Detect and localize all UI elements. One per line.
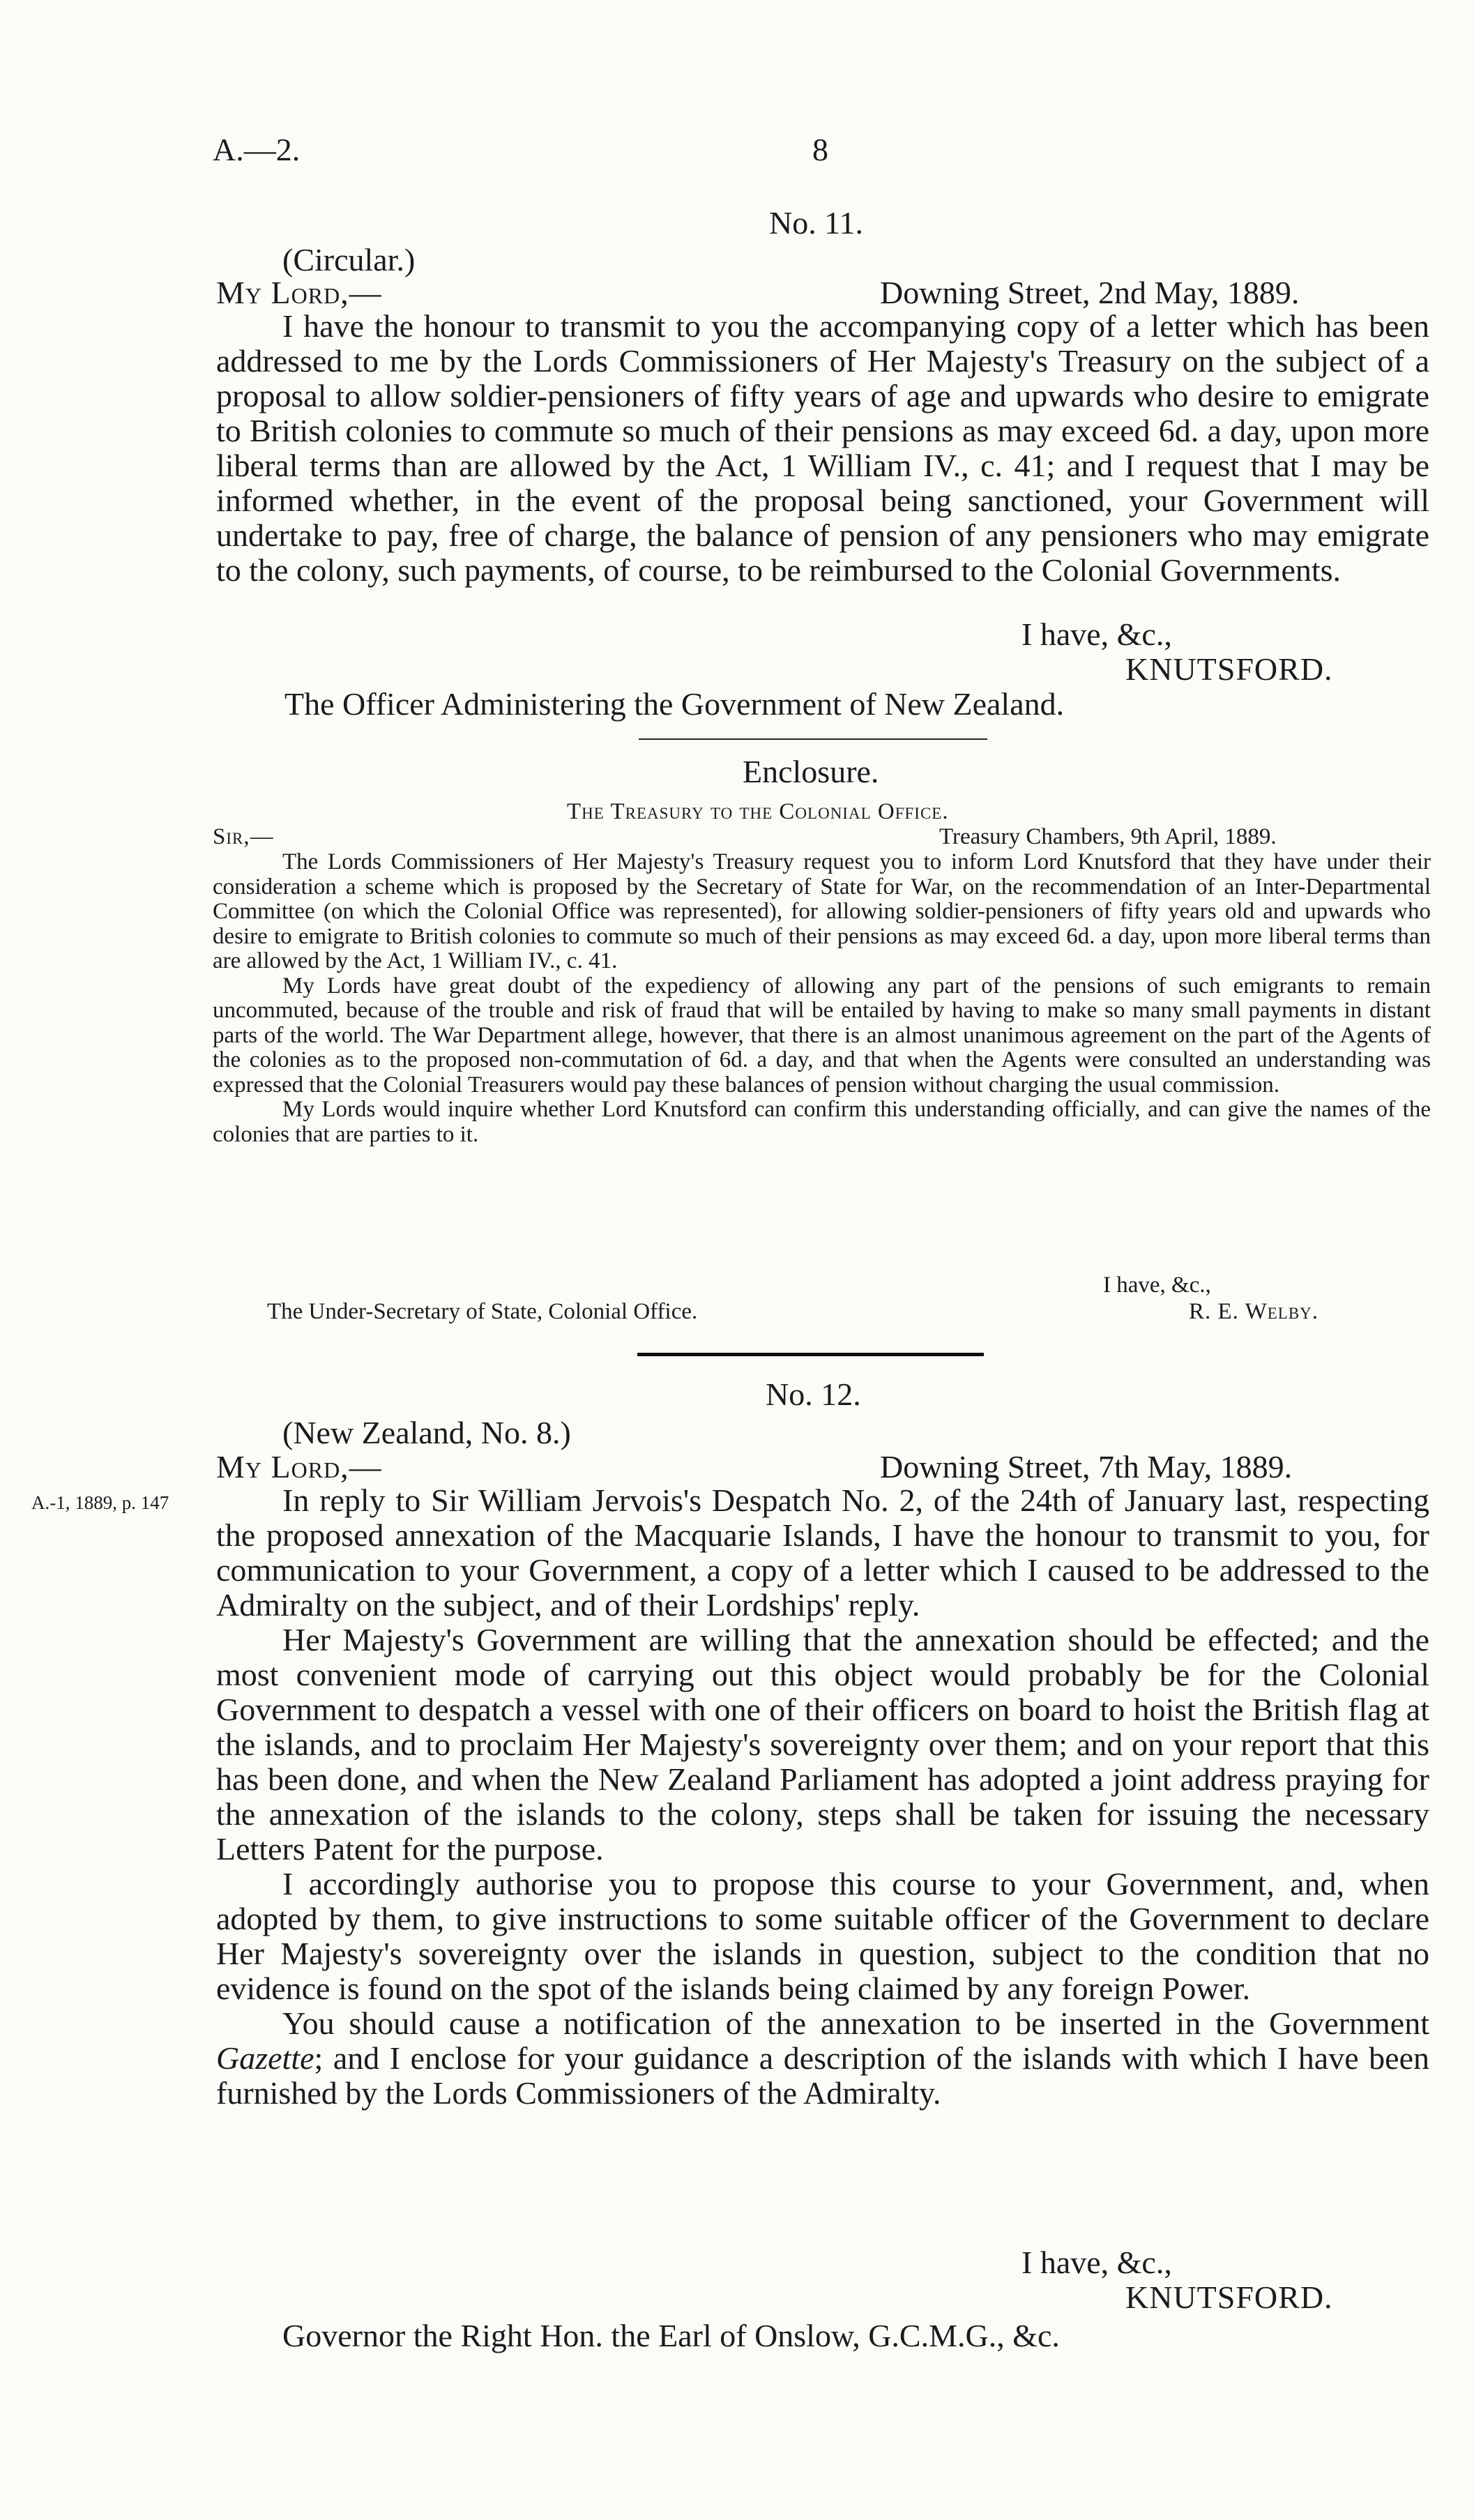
letter-12-place-date: Downing Street, 7th May, 1889.	[880, 1449, 1293, 1485]
page-number: 8	[812, 132, 828, 167]
letter-12-paragraph: I accordingly authorise you to propose this course to your Government, and, when adopted by them, to give instructions to some suitable officer of the Government to declare Her Majesty's sovereignty over the islands in question, subject to the condition that no evidence is found on the spot of the islands being claimed by any foreign Power.	[216, 1866, 1429, 2006]
letter-11-body	[216, 309, 1429, 588]
enclosure-salutation: Sir,—	[213, 824, 274, 849]
letter-11-salutation: My Lord,—	[216, 275, 382, 310]
enclosure-closing: I have, &c.,	[1103, 1273, 1211, 1298]
letter-11-signature: KNUTSFORD.	[1125, 651, 1333, 687]
enclosure-place-date: Treasury Chambers, 9th April, 1889.	[939, 824, 1277, 849]
document-reference: A.—2.	[213, 132, 301, 167]
enclosure-body	[213, 850, 1431, 1147]
enclosure-addressee: The Under-Secretary of State, Colonial Office.	[267, 1299, 698, 1324]
enclosure-paragraph: My Lords would inquire whether Lord Knutsford can confirm this understanding officially, and can give the names of the colonies that are parties to it.	[213, 1097, 1431, 1147]
letter-12-body	[216, 1483, 1429, 2111]
letter-11-number: No. 11.	[769, 205, 864, 241]
enclosure-heading: The Treasury to the Colonial Office.	[567, 799, 949, 824]
enclosure-signature: R. E. Welby.	[1189, 1299, 1319, 1324]
letter-12-last-para-start: You should cause a notification of the annexation to be inserted in the Government	[282, 2005, 1429, 2041]
letter-11-addressee: The Officer Administering the Government of New Zealand.	[284, 686, 1065, 722]
letter-12-salutation: My Lord,—	[216, 1449, 382, 1485]
enclosure-paragraph: The Lords Commissioners of Her Majesty's Treasury request you to inform Lord Knutsford that they have under their consideration a scheme which is proposed by the Secretary of State for War, on the recommendation of an Inter-Departmental Committee (on which the Colonial Office was represented), for allowing soldier-pensioners of fifty years old and upwards who desire to emigrate to British colonies to commute so much of their pensions as may exceed 6d. a day, upon more liberal terms than are allowed by the Act, 1 William IV., c. 41.	[213, 849, 1431, 973]
gazette-italic: Gazette	[216, 2040, 314, 2076]
letter-11-place-date: Downing Street, 2nd May, 1889.	[880, 275, 1300, 310]
letter-12-last-para-end: ; and I enclose for your guidance a description of the islands with which I have been furnished by the Lords Commissioners of the Admiralty.	[216, 2040, 1429, 2111]
letter-12-paragraph: In reply to Sir William Jervois's Despatch No. 2, of the 24th of January last, respecting the proposed annexation of the Macquarie Islands, I have the honour to transmit to you, for communication to your Government, a copy of a letter which I caused to be addressed to the Admiralty on the subject, and of their Lordships' reply.	[216, 1482, 1429, 1623]
letter-12-paragraph	[216, 2006, 1429, 2111]
letter-12-closing: I have, &c.,	[1021, 2245, 1172, 2280]
letter-11-paragraph: I have the honour to transmit to you the accompanying copy of a letter which has been addressed to me by the Lords Commissioners of Her Majesty's Treasury on the subject of a proposal to allow soldier-pensioners of fifty years of age and upwards who desire to emigrate to British colonies to commute so much of their pensions as may exceed 6d. a day, upon more liberal terms than are allowed by the Act, 1 William IV., c. 41; and I request that I may be informed whether, in the event of the proposal being sanctioned, your Government will undertake to pay, free of charge, the balance of pension of any pensioners who may emigrate to the colony, such payments, of course, to be reimbursed to the Colonial Governments.	[216, 308, 1429, 588]
section-divider-thick	[637, 1353, 984, 1356]
letter-12-signature: KNUTSFORD.	[1125, 2279, 1333, 2315]
letter-12-number: No. 12.	[766, 1376, 861, 1412]
margin-note: A.-1, 1889, p. 147	[31, 1492, 169, 1513]
letter-12-paragraph: Her Majesty's Government are willing that the annexation should be effected; and the most convenient mode of carrying out this object would probably be for the Colonial Government to despatch a vessel with one of their officers on board to hoist the British flag at the islands, and to proclaim Her Majesty's sovereignty over them; and on your report that this has been done, and when the New Zealand Parliament has adopted a joint address praying for the annexation of the islands to the colony, steps shall be taken for issuing the necessary Letters Patent for the purpose.	[216, 1622, 1429, 1867]
letter-11-type: (Circular.)	[282, 242, 416, 278]
letter-12-type: (New Zealand, No. 8.)	[282, 1415, 571, 1450]
section-divider	[639, 738, 987, 740]
letter-11-closing: I have, &c.,	[1021, 616, 1172, 652]
letter-12-addressee: Governor the Right Hon. the Earl of Onslow, G.C.M.G., &c.	[282, 2318, 1060, 2353]
enclosure-paragraph: My Lords have great doubt of the expediency of allowing any part of the pensions of such emigrants to remain uncommuted, because of the trouble and risk of fraud that will be entailed by having to make so many small payments in distant parts of the world. The War Department allege, however, that there is an almost unanimous agreement on the part of the Agents of the colonies as to the proposed non-commutation of 6d. a day, and that when the Agents were consulted an understanding was expressed that the Colonial Treasurers would pay these balances of pension without charging the usual commission.	[213, 973, 1431, 1098]
enclosure-title: Enclosure.	[743, 754, 879, 789]
